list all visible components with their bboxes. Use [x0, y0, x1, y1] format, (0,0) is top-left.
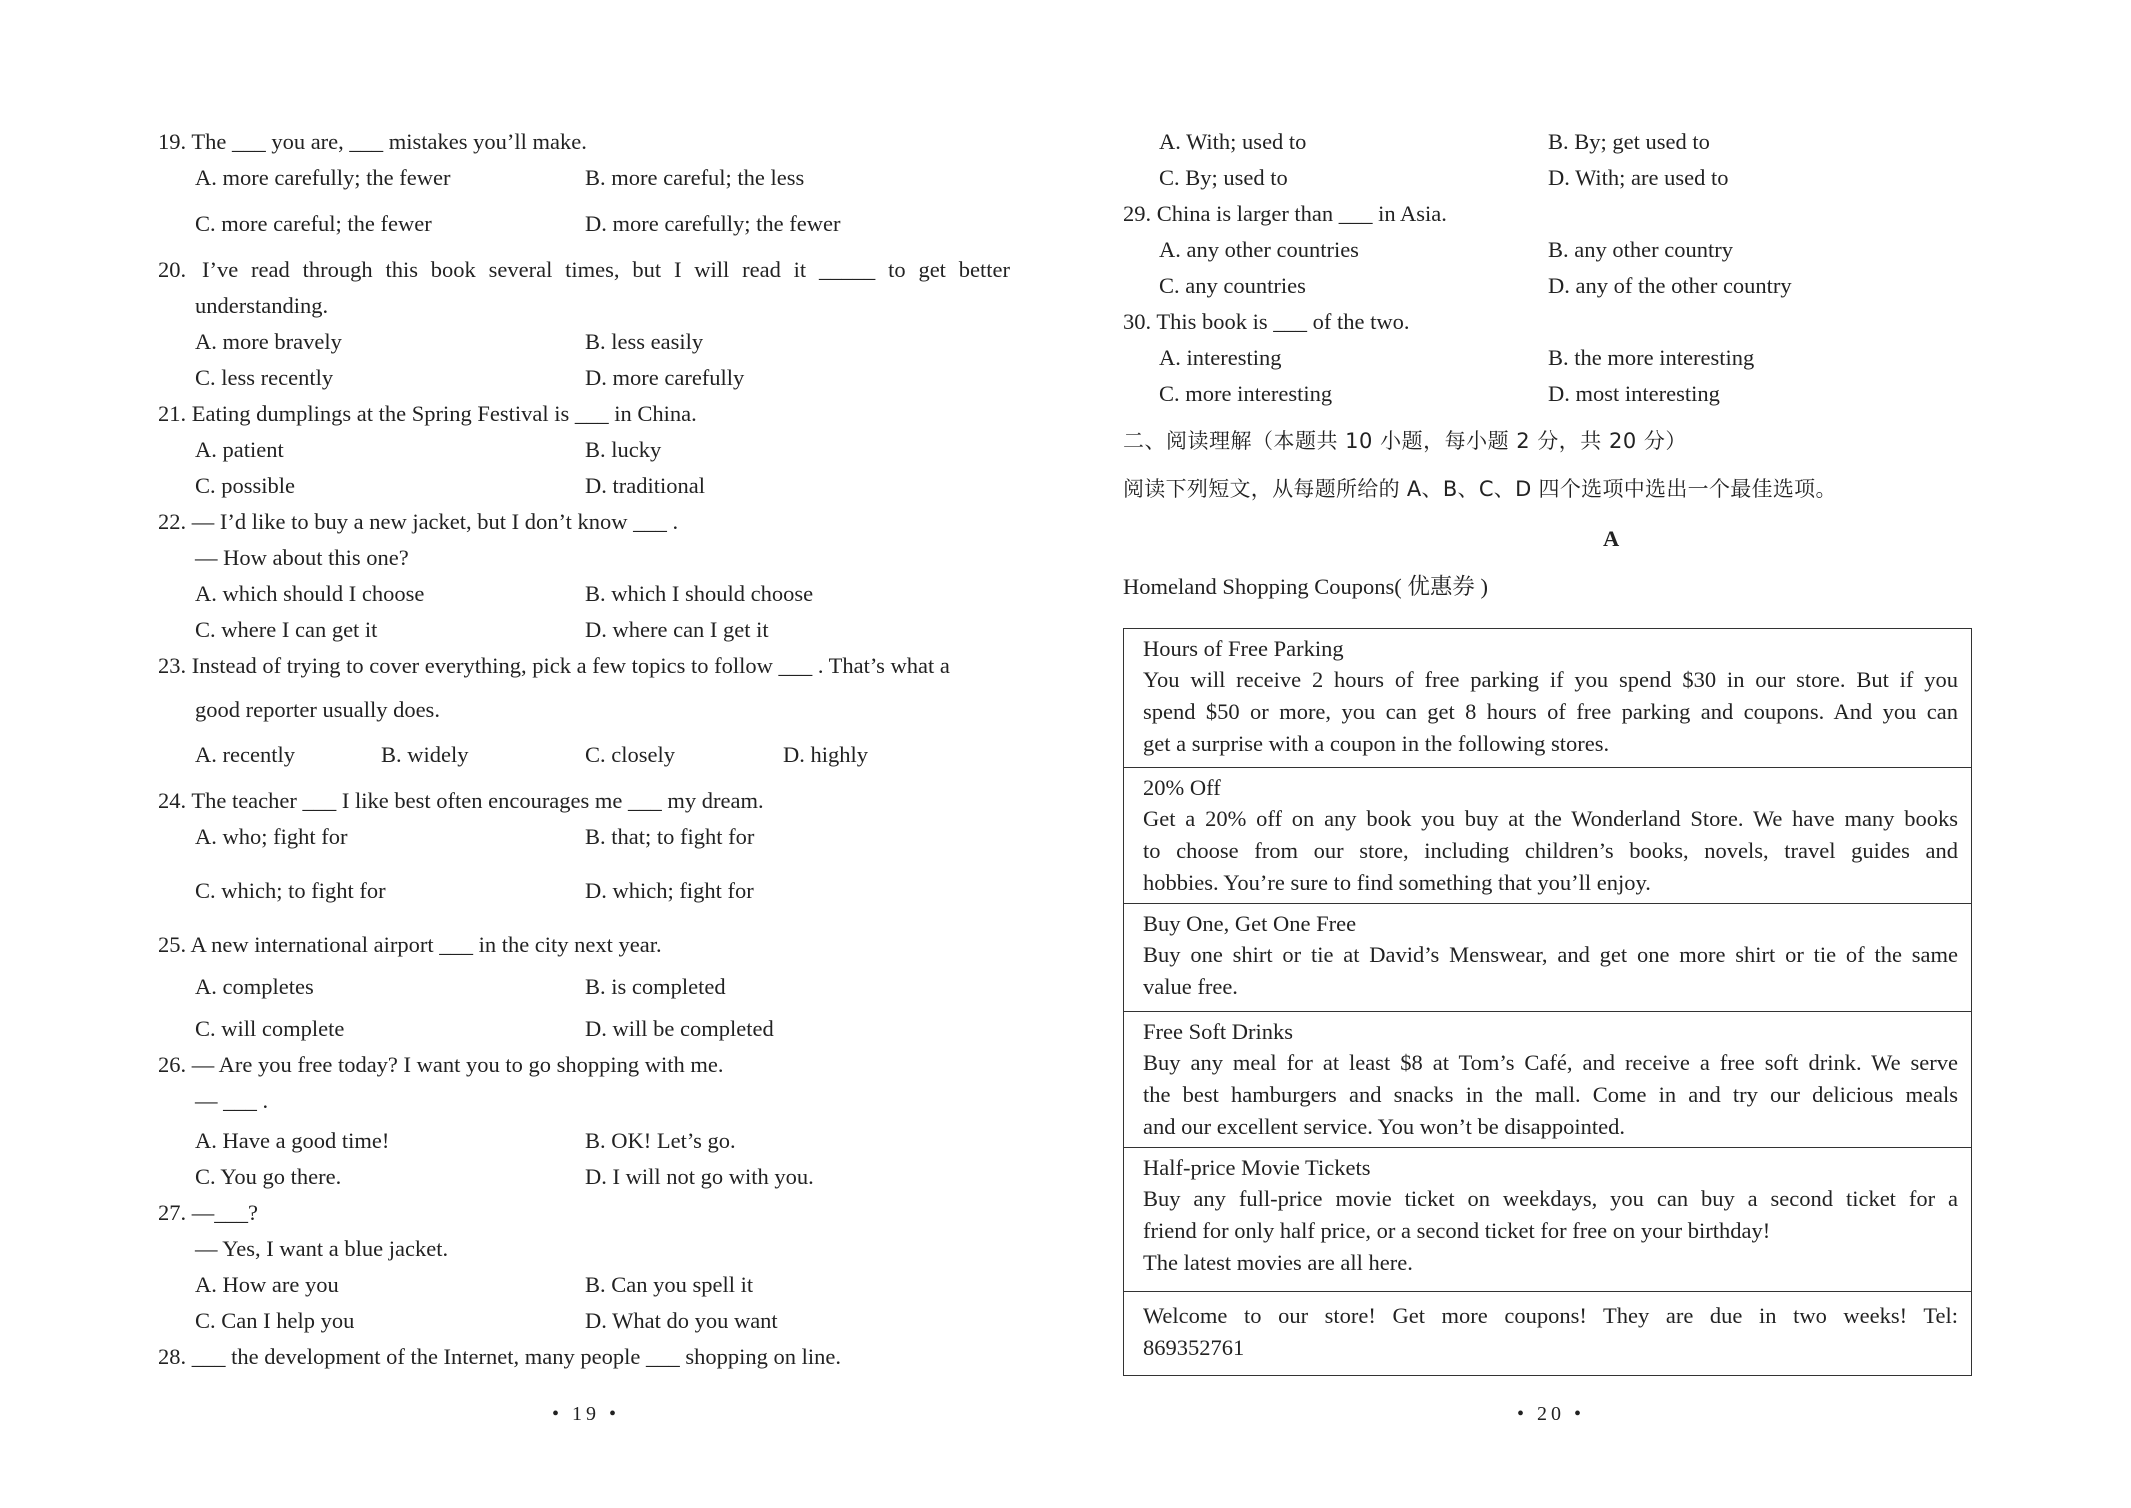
- option-c: C. more interesting: [1159, 381, 1333, 406]
- option-b: B. Can you spell it: [585, 1272, 754, 1297]
- coupon-text-line: Get a 20% off on any book you buy at the Wonderland Store. We have many books: [1143, 806, 1958, 831]
- option-d: D. With; are used to: [1548, 165, 1729, 190]
- coupon-text-line: to choose from our store, including children’s books, novels, travel guides and: [1143, 838, 1958, 863]
- coupon-text-line: Buy any meal for at least $8 at Tom’s Café, and receive a free soft drink. We serve: [1143, 1050, 1958, 1075]
- question-29-stem: [1123, 203, 1447, 226]
- question-22-stem: [158, 511, 678, 534]
- option-d: D. most interesting: [1548, 381, 1720, 406]
- passage-title: Homeland Shopping Coupons( 优惠券 ): [1123, 574, 1488, 599]
- coupon-text-line: Welcome to our store! Get more coupons! They are due in two weeks! Tel:: [1143, 1303, 1958, 1328]
- coupon-title: Hours of Free Parking: [1143, 636, 1344, 661]
- option-c: C. any countries: [1159, 273, 1306, 298]
- option-a: A. more carefully; the fewer: [195, 165, 451, 190]
- coupon-table: [1123, 628, 1972, 1376]
- coupon-text-line: The latest movies are all here.: [1143, 1250, 1413, 1275]
- section-heading: 二、阅读理解（本题共 10 小题，每小题 2 分，共 20 分）: [1123, 429, 1687, 453]
- coupon-text-line: hobbies. You’re sure to find something that you’ll enjoy.: [1143, 870, 1651, 895]
- coupon-title: 20% Off: [1143, 775, 1221, 800]
- coupon-text-line: the best hamburgers and snacks in the mall. Come in and try our delicious meals: [1143, 1082, 1958, 1107]
- coupon-welcome: [1124, 1292, 1971, 1375]
- coupon-text-line: Buy one shirt or tie at David’s Menswear, and get one more shirt or tie of the same: [1143, 942, 1958, 967]
- question-25-stem: [158, 934, 662, 957]
- option-a: A. interesting: [1159, 345, 1282, 370]
- option-b: B. any other country: [1548, 237, 1733, 262]
- question-number: 21.: [158, 401, 187, 426]
- question-number: 23.: [158, 653, 187, 678]
- question-text: This book is ___ of the two.: [1156, 309, 1410, 334]
- option-a: A. more bravely: [195, 329, 342, 354]
- question-number: 26.: [158, 1052, 187, 1077]
- coupon-buy-one-get-one: [1124, 904, 1971, 1012]
- option-b: B. By; get used to: [1548, 129, 1710, 154]
- question-23-stem: [158, 655, 950, 678]
- option-c: C. By; used to: [1159, 165, 1288, 190]
- coupon-text-line: and our excellent service. You won’t be disappointed.: [1143, 1114, 1625, 1139]
- question-number: 24.: [158, 788, 187, 813]
- section-instructions: 阅读下列短文，从每题所给的 A、B、C、D 四个选项中选出一个最佳选项。: [1123, 477, 1837, 501]
- option-c: C. possible: [195, 473, 296, 498]
- option-a: A. any other countries: [1159, 237, 1359, 262]
- coupon-text-line: value free.: [1143, 974, 1238, 999]
- option-d: D. any of the other country: [1548, 273, 1792, 298]
- left-page: [0, 0, 1065, 1508]
- option-d: D. traditional: [585, 473, 705, 498]
- option-d: D. more carefully: [585, 365, 745, 390]
- coupon-text-line: Buy any full-price movie ticket on weekdays, you can buy a second ticket for a: [1143, 1186, 1958, 1211]
- option-b: B. OK! Let’s go.: [585, 1128, 736, 1153]
- question-number: 22.: [158, 509, 187, 534]
- question-26-stem: [158, 1054, 724, 1077]
- question-24-stem: [158, 790, 764, 813]
- coupon-free-parking: [1124, 629, 1971, 768]
- option-d: D. highly: [783, 742, 869, 767]
- option-a: A. With; used to: [1159, 129, 1307, 154]
- option-a: A. recently: [195, 742, 295, 767]
- dialogue-reply: — How about this one?: [195, 545, 409, 570]
- option-b: B. less easily: [585, 329, 704, 354]
- question-text: I’ve read through this book several times, but I will read it _____ to get better: [202, 257, 1010, 282]
- option-b: B. widely: [381, 742, 469, 767]
- passage-label: A: [1603, 526, 1620, 551]
- coupon-half-price-movie: [1124, 1148, 1971, 1292]
- option-a: A. completes: [195, 974, 314, 999]
- question-text: China is larger than ___ in Asia.: [1156, 201, 1447, 226]
- coupon-text-line: You will receive 2 hours of free parking if you spend $30 in our store. But if you: [1143, 667, 1958, 692]
- question-text: — Are you free today? I want you to go shopping with me.: [191, 1052, 724, 1077]
- question-text: — I’d like to buy a new jacket, but I don’t know ___ .: [191, 509, 679, 534]
- question-text: —___?: [191, 1200, 258, 1225]
- question-text: ___ the development of the Internet, many people ___ shopping on line.: [191, 1344, 841, 1369]
- option-b: B. which I should choose: [585, 581, 814, 606]
- option-a: A. which should I choose: [195, 581, 425, 606]
- option-d: D. which; fight for: [585, 878, 754, 903]
- question-text: The teacher ___ I like best often encourages me ___ my dream.: [191, 788, 764, 813]
- question-19-stem: [158, 131, 587, 154]
- option-c: C. will complete: [195, 1016, 345, 1041]
- coupon-free-soft-drinks: [1124, 1012, 1971, 1148]
- option-c: C. more careful; the fewer: [195, 211, 432, 236]
- page-number: • 20 •: [1517, 1403, 1586, 1425]
- option-d: D. more carefully; the fewer: [585, 211, 841, 236]
- question-text: Eating dumplings at the Spring Festival is ___ in China.: [191, 401, 697, 426]
- coupon-title: Half-price Movie Tickets: [1143, 1155, 1371, 1180]
- page-number: • 19 •: [552, 1403, 621, 1425]
- option-c: C. which; to fight for: [195, 878, 386, 903]
- coupon-title: Buy One, Get One Free: [1143, 911, 1357, 936]
- question-text-continued: good reporter usually does.: [195, 697, 440, 722]
- coupon-title: Free Soft Drinks: [1143, 1019, 1293, 1044]
- question-30-stem: [1123, 311, 1409, 334]
- question-number: 27.: [158, 1200, 187, 1225]
- question-number: 19.: [158, 129, 187, 154]
- option-c: C. less recently: [195, 365, 334, 390]
- option-c: C. where I can get it: [195, 617, 378, 642]
- question-number: 25.: [158, 932, 187, 957]
- option-d: D. will be completed: [585, 1016, 774, 1041]
- question-text: A new international airport ___ in the city next year.: [190, 932, 662, 957]
- option-c: C. Can I help you: [195, 1308, 355, 1333]
- coupon-text-line: friend for only half price, or a second ticket for free on your birthday!: [1143, 1218, 1771, 1243]
- question-text: Instead of trying to cover everything, pick a few topics to follow ___ . That’s what a: [191, 653, 950, 678]
- question-number: 28.: [158, 1344, 187, 1369]
- option-a: A. who; fight for: [195, 824, 348, 849]
- option-c: C. closely: [585, 742, 675, 767]
- coupon-20-off: [1124, 768, 1971, 904]
- option-d: D. where can I get it: [585, 617, 769, 642]
- option-a: A. Have a good time!: [195, 1128, 390, 1153]
- option-a: A. patient: [195, 437, 284, 462]
- coupon-text-line: 869352761: [1143, 1335, 1245, 1360]
- dialogue-reply: — ___ .: [195, 1088, 269, 1113]
- question-text: The ___ you are, ___ mistakes you’ll make.: [191, 129, 587, 154]
- coupon-text-line: get a surprise with a coupon in the following stores.: [1143, 731, 1610, 756]
- question-27-stem: [158, 1202, 258, 1225]
- question-number: 29.: [1123, 201, 1152, 226]
- dialogue-reply: — Yes, I want a blue jacket.: [195, 1236, 449, 1261]
- option-b: B. is completed: [585, 974, 726, 999]
- question-28-stem: [158, 1346, 841, 1369]
- question-text-continued: understanding.: [195, 293, 329, 318]
- option-a: A. How are you: [195, 1272, 339, 1297]
- question-number: 30.: [1123, 309, 1152, 334]
- question-number: 20.: [158, 257, 187, 282]
- question-20-stem: [158, 259, 1010, 282]
- option-c: C. You go there.: [195, 1164, 342, 1189]
- question-21-stem: [158, 403, 697, 426]
- coupon-text-line: spend $50 or more, you can get 8 hours of free parking and coupons. And you can: [1143, 699, 1958, 724]
- option-b: B. lucky: [585, 437, 662, 462]
- option-d: D. I will not go with you.: [585, 1164, 814, 1189]
- option-d: D. What do you want: [585, 1308, 778, 1333]
- option-b: B. more careful; the less: [585, 165, 805, 190]
- option-b: B. that; to fight for: [585, 824, 755, 849]
- option-b: B. the more interesting: [1548, 345, 1755, 370]
